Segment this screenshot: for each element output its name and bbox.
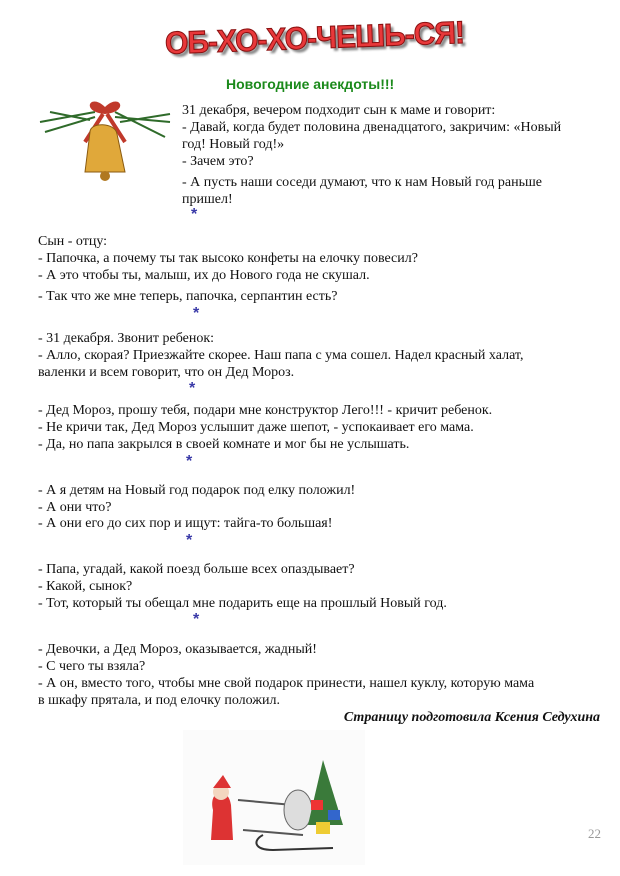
joke-line: - А это чтобы ты, малыш, их до Нового года не скушал. [38,268,370,283]
joke-line: - Не кричи так, Дед Мороз услышит даже шепот, - успокаивает его мама. [38,420,474,435]
joke-line: - Папа, угадай, какой поезд больше всех опаздывает? [38,562,355,577]
joke-line: в шкафу прятала, и под елочку положил. [38,693,280,708]
joke-line: - Папочка, а почему ты так высоко конфеты на елочку повесил? [38,251,418,266]
joke-line: - Девочки, а Дед Мороз, оказывается, жадный! [38,642,317,657]
section-subtitle: Новогодние анекдоты!!! [226,76,395,92]
joke-line: - Давай, когда будет половина двенадцатого, закричим: «Новый [182,120,562,135]
joke-line: 31 декабря, вечером подходит сын к маме и говорит: [182,103,496,118]
joke-line: пришел! [182,192,233,207]
separator-star: * [186,453,193,470]
separator-star: * [191,206,198,223]
joke-line: - С чего ты взяла? [38,659,146,674]
separator-star: * [193,305,200,322]
joke-line: - Дед Мороз, прошу тебя, подари мне конструктор Лего!!! - кричит ребенок. [38,403,493,418]
joke-line: - Зачем это? [182,154,254,169]
joke-line: - Да, но папа закрылся в своей комнате и мог бы не услышать. [38,437,410,452]
joke-line: - А они его до сих пор и ищут: тайга-то большая! [38,516,333,531]
author-signature: Страницу подготовила Ксения Седухина [343,710,600,725]
joke-line: - 31 декабря. Звонит ребенок: [38,331,215,346]
joke-line: год! Новый год!» [182,137,285,152]
joke-line: Сын - отцу: [38,234,108,249]
joke-line: - Так что же мне теперь, папочка, серпантин есть? [38,289,338,304]
separator-star: * [189,380,196,397]
joke-line: - А пусть наши соседи думают, что к нам Новый год раньше [182,175,542,190]
separator-star: * [186,532,193,549]
santa-sleigh-image [183,730,365,865]
joke-line: - Тот, который ты обещал мне подарить еще на прошлый Новый год. [38,596,447,611]
joke-line: - Алло, скорая? Приезжайте скорее. Наш папа с ума сошел. Надел красный халат, [38,348,524,363]
joke-line: валенки и всем говорит, что он Дед Мороз. [38,365,295,380]
christmas-bell-image [35,92,175,192]
separator-star: * [193,611,200,628]
joke-line: - А они что? [38,500,112,515]
joke-line: - Какой, сынок? [38,579,133,594]
joke-line: - А я детям на Новый год подарок под елку положил! [38,483,356,498]
joke-line: - А он, вместо того, чтобы мне свой подарок принести, нашел куклу, которую мама [38,676,535,691]
page-number: 22 [588,826,601,841]
page-title: ОБ-ХО-ХО-ЧЕШЬ-СЯ! [164,15,465,62]
